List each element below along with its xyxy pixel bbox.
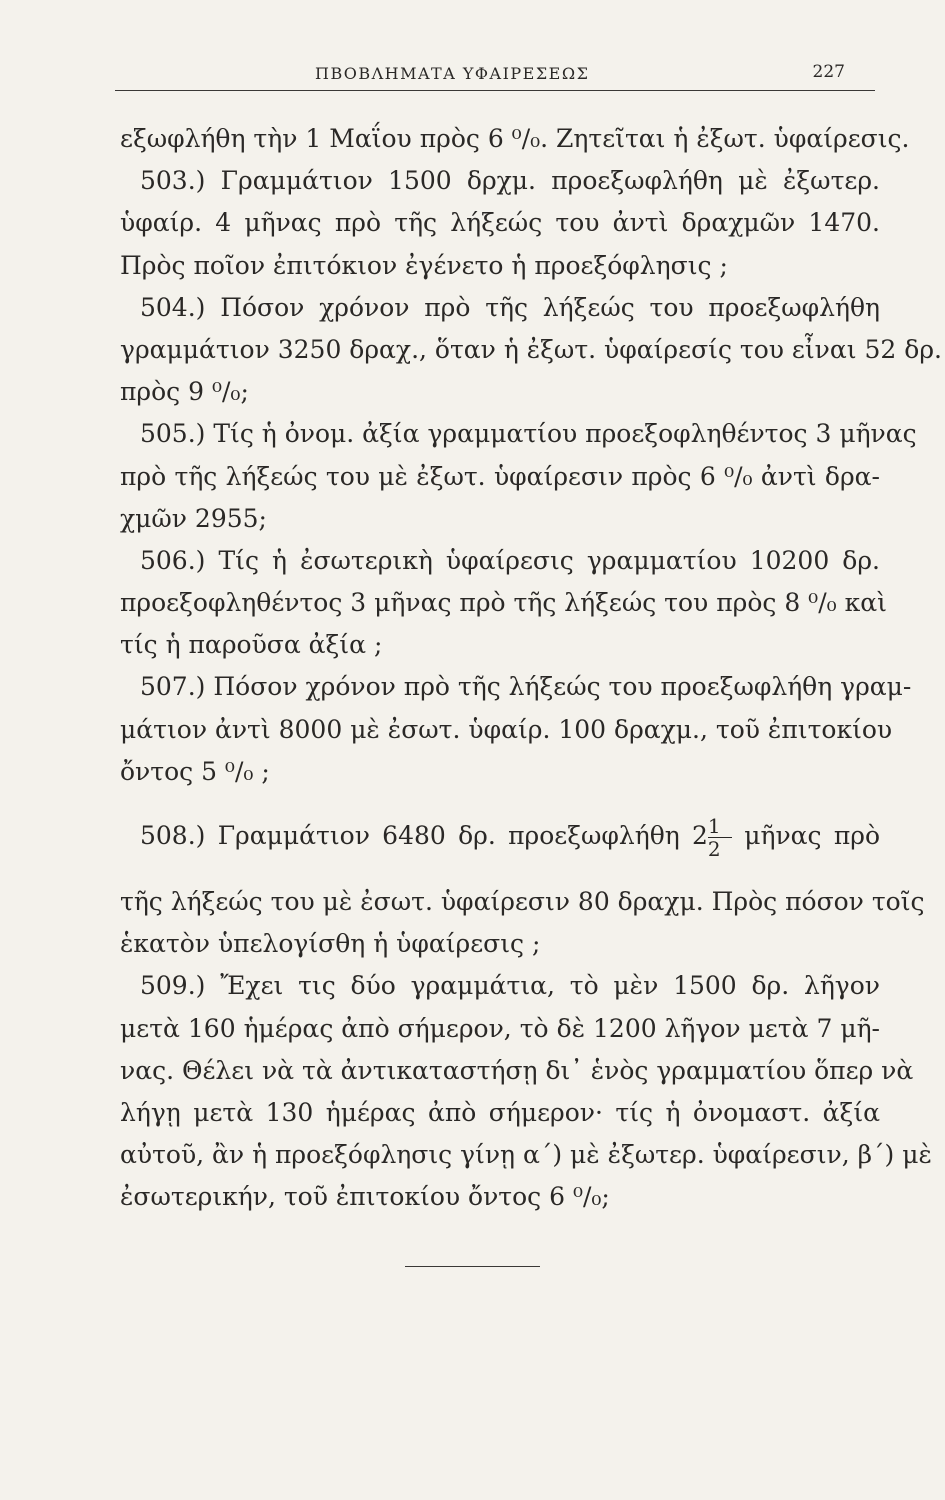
page-header bbox=[115, 60, 875, 91]
text-line: ἐσωτερικήν, τοῦ ἐπιτοκίου ὄντος 6 ⁰/₀; bbox=[120, 1182, 610, 1212]
text-line: αὐτοῦ, ἂν ἡ προεξόφλησις γίνῃ α΄) μὲ ἐξωτερ. ὑφαίρεσιν, β΄) μὲ bbox=[120, 1140, 932, 1170]
problem-509-line: 509.) Ἔχει τις δύο γραμμάτια, τὸ μὲν 1500 δρ. λῆγον bbox=[140, 971, 880, 1001]
text-line: εξωφλήθη τὴν 1 Μαΐου πρὸς 6 ⁰/₀. Ζητεῖται ἡ ἐξωτ. ὑφαίρεσις. bbox=[120, 124, 910, 153]
text-line: πρὸς 9 ⁰/₀; bbox=[120, 377, 249, 407]
section-end-rule bbox=[405, 1266, 540, 1267]
text-line: γραμμάτιον 3250 δραχ., ὅταν ἡ ἐξωτ. ὑφαίρεσίς του εἶναι 52 δρ. bbox=[120, 334, 942, 364]
fraction-denominator: 2 bbox=[707, 837, 721, 861]
running-title: ΠΒΟΒΛΗΜΑΤΑ ΥΦΑΙΡΕΣΕΩΣ bbox=[315, 64, 590, 83]
fraction bbox=[708, 815, 732, 860]
text-line: νας. Θέλει νὰ τὰ ἀντικαταστήσῃ δι᾽ ἑνὸς γραμματίου ὅπερ νὰ bbox=[120, 1055, 914, 1085]
problem-508-text: 508.) Γραμμάτιον 6480 δρ. προεξωφλήθη 2 bbox=[140, 821, 708, 850]
text-line: πρὸ τῆς λήξεώς του μὲ ἐξωτ. ὑφαίρεσιν πρὸς 6 ⁰/₀ ἀντὶ δρα- bbox=[120, 461, 880, 491]
text-line: μάτιον ἀντὶ 8000 μὲ ἐσωτ. ὑφαίρ. 100 δραχμ., τοῦ ἐπιτοκίου bbox=[120, 714, 893, 744]
problem-505-line: 505.) Τίς ἡ ὀνομ. ἀξία γραμματίου προεξοφληθέντος 3 μῆνας bbox=[140, 419, 917, 449]
problem-508-text-end: μῆνας πρὸ bbox=[744, 821, 880, 850]
text-line: προεξοφληθέντος 3 μῆνας πρὸ τῆς λήξεώς του πρὸς 8 ⁰/₀ καὶ bbox=[120, 588, 887, 618]
text-line: ὑφαίρ. 4 μῆνας πρὸ τῆς λήξεώς του ἀντὶ δραχμῶν 1470. bbox=[120, 208, 880, 238]
fraction-numerator: 1 bbox=[708, 815, 732, 838]
text-line: τίς ἡ παροῦσα ἀξία ; bbox=[120, 630, 383, 660]
problem-506-line: 506.) Τίς ἡ ἐσωτερικὴ ὑφαίρεσις γραμματίου 10200 δρ. bbox=[140, 545, 880, 575]
problem-507-line: 507.) Πόσον χρόνον πρὸ τῆς λήξεώς του προεξωφλήθη γραμ- bbox=[140, 672, 912, 702]
body-text bbox=[120, 118, 942, 1219]
page-number: 227 bbox=[812, 62, 845, 82]
problem-503-line: 503.) Γραμμάτιον 1500 δρχμ. προεξωφλήθη μὲ ἐξωτερ. bbox=[140, 166, 880, 196]
text-line: χμῶν 2955; bbox=[120, 503, 267, 533]
text-line: μετὰ 160 ἡμέρας ἀπὸ σήμερον, τὸ δὲ 1200 λῆγον μετὰ 7 μῆ- bbox=[120, 1013, 880, 1043]
problem-504-line: 504.) Πόσον χρόνον πρὸ τῆς λήξεώς του προεξωφλήθη bbox=[140, 292, 880, 322]
text-line: ἑκατὸν ὑπελογίσθη ἡ ὑφαίρεσις ; bbox=[120, 929, 541, 959]
text-line: λήγῃ μετὰ 130 ἡμέρας ἀπὸ σήμερον· τίς ἡ ὀνομαστ. ἀξία bbox=[120, 1097, 880, 1127]
text-line: Πρὸς ποῖον ἐπιτόκιον ἐγένετο ἡ προεξόφλησις ; bbox=[120, 250, 728, 280]
text-line: τῆς λήξεώς του μὲ ἐσωτ. ὑφαίρεσιν 80 δραχμ. Πρὸς πόσον τοῖς bbox=[120, 887, 925, 916]
text-line: ὄντος 5 ⁰/₀ ; bbox=[120, 756, 270, 786]
problem-508-line bbox=[120, 793, 880, 881]
